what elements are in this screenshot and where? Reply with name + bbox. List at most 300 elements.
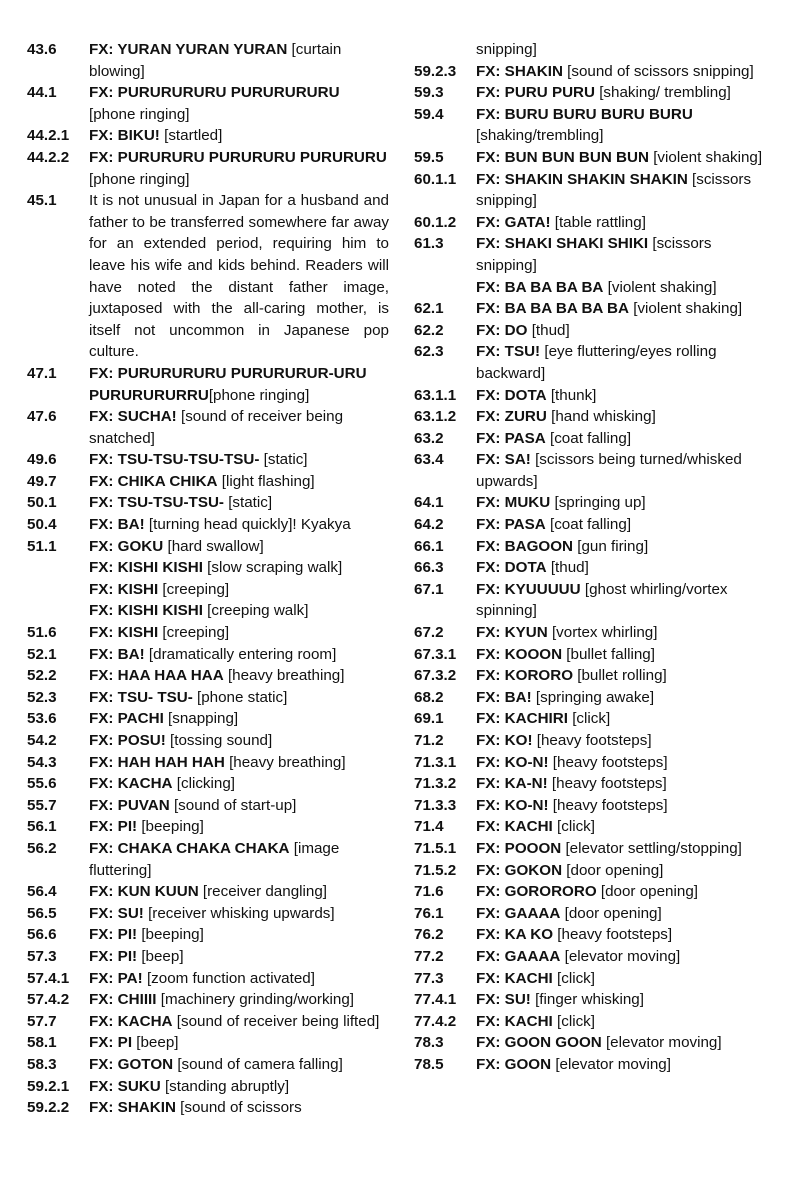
panel-number: 49.6 bbox=[27, 451, 57, 469]
glossary-entry bbox=[27, 471, 389, 493]
glossary-entry bbox=[27, 1011, 389, 1033]
sound-effect: FX: KISHI bbox=[89, 580, 159, 598]
entry-text bbox=[89, 752, 389, 774]
glossary-entry bbox=[27, 903, 389, 925]
sound-effect: FX: PURURURU PURURURU PURURURU bbox=[89, 148, 387, 166]
panel-number: 57.4.1 bbox=[27, 969, 70, 987]
sound-effect: FX: GOON GOON bbox=[476, 1034, 602, 1052]
entry-text bbox=[89, 773, 389, 795]
effect-description: [sound of receiver being lifted] bbox=[172, 1012, 380, 1030]
glossary-entry bbox=[414, 860, 774, 882]
panel-number: 56.2 bbox=[27, 839, 57, 857]
glossary-entry bbox=[414, 514, 774, 536]
panel-number: 64.2 bbox=[414, 516, 444, 534]
panel-number: 51.1 bbox=[27, 537, 57, 555]
effect-description: [startled] bbox=[159, 127, 223, 145]
effect-description: [curtain blowing] bbox=[89, 41, 342, 80]
panel-number: 50.1 bbox=[27, 494, 57, 512]
glossary-entry bbox=[414, 730, 774, 752]
panel-number: 56.1 bbox=[27, 818, 57, 836]
sound-effect: FX: CHAKA CHAKA CHAKA bbox=[89, 839, 290, 857]
effect-description: [violent shaking] bbox=[603, 278, 717, 296]
effect-description: [elevator moving] bbox=[551, 1055, 671, 1073]
effect-description: [elevator settling/stopping] bbox=[561, 839, 742, 857]
glossary-entry bbox=[414, 968, 774, 990]
panel-number: 62.3 bbox=[414, 343, 444, 361]
glossary-entry bbox=[27, 730, 389, 752]
effect-description: [heavy footsteps] bbox=[548, 796, 668, 814]
entry-text bbox=[89, 881, 389, 903]
effect-description: [door opening] bbox=[562, 861, 664, 879]
glossary-entry bbox=[414, 557, 774, 579]
effect-description: [static] bbox=[259, 451, 308, 469]
effect-description: [standing abruptly] bbox=[160, 1077, 290, 1095]
effect-description: snipping] bbox=[476, 41, 537, 58]
panel-number: 56.5 bbox=[27, 904, 57, 922]
entry-text bbox=[476, 1032, 774, 1054]
panel-number: 60.1.1 bbox=[414, 170, 457, 188]
glossary-entry bbox=[27, 989, 389, 1011]
sound-effect: FX: GAAAA bbox=[476, 904, 561, 922]
sound-effect: FX: GOKU bbox=[89, 537, 164, 555]
entry-text bbox=[89, 622, 389, 644]
effect-description: [machinery grinding/working] bbox=[156, 991, 355, 1009]
sound-effect: FX: PUVAN bbox=[89, 796, 170, 814]
effect-description: [heavy footsteps] bbox=[548, 753, 668, 771]
entry-text bbox=[89, 363, 389, 406]
sound-effect: FX: SU! bbox=[89, 904, 144, 922]
effect-description: [coat falling] bbox=[545, 429, 632, 447]
panel-number bbox=[27, 600, 89, 622]
entry-text bbox=[476, 385, 774, 407]
effect-description: [violent shaking] bbox=[648, 148, 763, 166]
entry-text bbox=[476, 946, 774, 968]
glossary-entry bbox=[27, 881, 389, 903]
effect-description: [zoom function activated] bbox=[142, 969, 315, 987]
sound-effect: FX: KYUN bbox=[476, 624, 548, 642]
sound-effect: FX: KACHI bbox=[476, 818, 553, 836]
glossary-entry bbox=[414, 1011, 774, 1033]
sound-effect: FX: GOON bbox=[476, 1055, 552, 1073]
panel-number: 50.4 bbox=[27, 516, 57, 534]
effect-description: [springing up] bbox=[550, 494, 646, 512]
effect-description: [beep] bbox=[137, 947, 184, 965]
panel-number: 66.3 bbox=[414, 559, 444, 577]
sound-effect: FX: PURURURURU PURURURURU bbox=[89, 84, 340, 102]
glossary-entry bbox=[27, 492, 389, 514]
entry-text bbox=[89, 125, 389, 147]
effect-description: [eye fluttering/eyes rolling backward] bbox=[476, 343, 717, 382]
effect-description: [phone static] bbox=[192, 688, 288, 706]
effect-description: [heavy breathing] bbox=[223, 667, 345, 685]
sound-effect: FX: KO-N! bbox=[476, 796, 549, 814]
panel-number: 62.2 bbox=[414, 321, 444, 339]
panel-number: 59.4 bbox=[414, 105, 444, 123]
entry-text bbox=[89, 147, 389, 190]
entry-text bbox=[476, 428, 774, 450]
panel-number: 77.2 bbox=[414, 947, 444, 965]
sound-effect: FX: KORORO bbox=[476, 667, 574, 685]
effect-description: [scissors snipping] bbox=[476, 170, 752, 210]
glossary-entry bbox=[414, 773, 774, 795]
entry-text bbox=[89, 816, 389, 838]
entry-text bbox=[89, 687, 389, 709]
entry-text bbox=[476, 644, 774, 666]
glossary-entry bbox=[27, 190, 389, 363]
entry-text bbox=[89, 39, 389, 82]
sound-effect: FX: BA! bbox=[89, 516, 145, 534]
sound-effect: FX: KYUUUUU bbox=[476, 580, 581, 598]
panel-number: 71.3.1 bbox=[414, 753, 457, 771]
sound-effect: FX: PURU PURU bbox=[476, 84, 595, 102]
sound-effect: FX: POOON bbox=[476, 839, 562, 857]
panel-number: 57.4.2 bbox=[27, 991, 70, 1009]
entry-text bbox=[89, 449, 389, 471]
entry-text bbox=[89, 903, 389, 925]
sound-effect: FX: BA! bbox=[89, 645, 145, 663]
panel-number: 53.6 bbox=[27, 710, 57, 728]
entry-text bbox=[476, 968, 774, 990]
effect-description: [springing awake] bbox=[531, 688, 655, 706]
entry-text bbox=[476, 169, 774, 212]
glossary-entry bbox=[414, 687, 774, 709]
panel-number: 44.2.1 bbox=[27, 127, 70, 145]
panel-number: 44.2.2 bbox=[27, 148, 70, 166]
sound-effect: FX: KACHIRI bbox=[476, 710, 568, 728]
glossary-entry bbox=[27, 816, 389, 838]
sound-effect: FX: SUKU bbox=[89, 1077, 161, 1095]
panel-number: 47.6 bbox=[27, 408, 57, 426]
effect-description: [thud] bbox=[546, 559, 589, 577]
sound-effect: FX: BIKU! bbox=[89, 127, 160, 145]
panel-number: 78.3 bbox=[414, 1034, 444, 1052]
entry-text bbox=[476, 687, 774, 709]
effect-description: [heavy footsteps] bbox=[553, 926, 673, 944]
panel-number: 59.2.2 bbox=[27, 1099, 70, 1117]
glossary-entry bbox=[414, 212, 774, 234]
glossary-entry bbox=[27, 125, 389, 147]
panel-number: 71.2 bbox=[414, 732, 444, 749]
effect-description: [scissors snipping] bbox=[476, 235, 712, 274]
entry-text bbox=[89, 795, 389, 817]
entry-text bbox=[476, 795, 774, 817]
panel-number: 77.3 bbox=[414, 969, 444, 987]
panel-number: 68.2 bbox=[414, 688, 444, 706]
glossary-entry bbox=[414, 1032, 774, 1054]
sound-effect: FX: GOTON bbox=[89, 1055, 174, 1073]
sound-effect: FX: BAGOON bbox=[476, 537, 574, 555]
effect-description: [beeping] bbox=[137, 818, 204, 836]
panel-number: 59.2.1 bbox=[27, 1077, 70, 1095]
effect-description: [creeping walk] bbox=[202, 602, 309, 620]
effect-description: [sound of start-up] bbox=[169, 796, 297, 814]
sound-effect: FX: KISHI bbox=[89, 624, 159, 642]
glossary-entry bbox=[414, 989, 774, 1011]
entry-text bbox=[476, 406, 774, 428]
entry-text bbox=[476, 320, 774, 342]
sound-effect: FX: DOTA bbox=[476, 559, 547, 577]
effect-description: [coat falling] bbox=[545, 516, 632, 534]
glossary-entry bbox=[27, 622, 389, 644]
panel-number bbox=[27, 557, 89, 579]
glossary-entry bbox=[414, 341, 774, 384]
panel-number: 57.7 bbox=[27, 1012, 57, 1030]
entry-text bbox=[89, 557, 389, 579]
entry-text bbox=[476, 514, 774, 536]
glossary-entry bbox=[414, 795, 774, 817]
entry-text bbox=[89, 1097, 389, 1119]
effect-description: [bullet rolling] bbox=[573, 667, 667, 685]
glossary-entry bbox=[27, 687, 389, 709]
effect-description: It is not unusual in Japan for a husband and father to be transferred somewhere far away for an extended period, requiring him to leave his wife and kids behind. Readers will have noted the distant father image, juxtaposed with the all-caring mother, is itself not uncommon in Japanese pop culture. bbox=[89, 192, 389, 361]
glossary-entry bbox=[414, 298, 774, 320]
sound-effect: FX: GORORORO bbox=[476, 883, 597, 901]
effect-description: [ghost whirling/vortex spinning] bbox=[476, 580, 728, 620]
effect-description: [creeping] bbox=[158, 624, 230, 642]
effect-description: [sound of camera falling] bbox=[173, 1055, 343, 1073]
sound-effect: FX: CHIKA CHIKA bbox=[89, 472, 218, 490]
effect-description: [receiver whisking upwards] bbox=[143, 904, 335, 922]
glossary-entry bbox=[414, 320, 774, 342]
glossary-entry bbox=[414, 622, 774, 644]
effect-description: [shaking/trembling] bbox=[476, 127, 604, 145]
glossary-entry bbox=[27, 557, 389, 579]
panel-number: 77.4.2 bbox=[414, 1012, 457, 1030]
sound-effect: FX: SU! bbox=[476, 991, 531, 1009]
glossary-entry bbox=[414, 233, 774, 276]
sound-effect: FX: TSU! bbox=[476, 343, 541, 361]
panel-number: 63.4 bbox=[414, 451, 444, 469]
glossary-entry bbox=[27, 1054, 389, 1076]
entry-text bbox=[476, 860, 774, 882]
sound-effect: FX: DOTA bbox=[476, 386, 547, 404]
glossary-entry bbox=[27, 39, 389, 82]
panel-number bbox=[414, 277, 476, 299]
effect-description: [snapping] bbox=[163, 710, 239, 728]
sound-effect: FX: PI bbox=[89, 1034, 133, 1052]
effect-description: [click] bbox=[552, 1012, 595, 1030]
panel-number: 59.5 bbox=[414, 148, 444, 166]
entry-text bbox=[476, 924, 774, 946]
panel-number: 71.5.2 bbox=[414, 861, 457, 879]
sound-effect: FX: ZURU bbox=[476, 408, 547, 426]
glossary-entry bbox=[27, 644, 389, 666]
sound-effect: FX: TSU-TSU-TSU-TSU- bbox=[89, 451, 260, 469]
sound-effect: FX: TSU-TSU-TSU- bbox=[89, 494, 224, 512]
sound-effect: FX: GATA! bbox=[476, 213, 551, 231]
glossary-entry bbox=[27, 1032, 389, 1054]
effect-description: [vortex whirling] bbox=[547, 624, 658, 642]
sound-effect: FX: KACHI bbox=[476, 969, 553, 987]
panel-number: 44.1 bbox=[27, 84, 57, 102]
sound-effect: FX: KACHI bbox=[476, 1012, 553, 1030]
effect-description: [door opening] bbox=[560, 904, 662, 922]
entry-text bbox=[89, 665, 389, 687]
entry-text bbox=[89, 989, 389, 1011]
effect-description: [hard swallow] bbox=[163, 537, 264, 555]
sound-effect: FX: KOOON bbox=[476, 645, 563, 663]
sound-effect: FX: PI! bbox=[89, 926, 138, 944]
glossary-entry bbox=[414, 816, 774, 838]
effect-description: [clicking] bbox=[172, 775, 235, 793]
panel-number: 78.5 bbox=[414, 1055, 444, 1073]
entry-text bbox=[89, 600, 389, 622]
panel-number: 52.3 bbox=[27, 688, 57, 706]
glossary-entry bbox=[414, 579, 774, 622]
sound-effect: FX: SUCHA! bbox=[89, 408, 177, 426]
glossary-entry bbox=[414, 881, 774, 903]
entry-text bbox=[476, 989, 774, 1011]
effect-description: [sound of scissors snipping] bbox=[562, 62, 754, 80]
sound-effect: FX: PASA bbox=[476, 516, 546, 534]
glossary-entry bbox=[414, 665, 774, 687]
sound-effect: FX: HAA HAA HAA bbox=[89, 667, 224, 685]
panel-number: 69.1 bbox=[414, 710, 444, 728]
entry-text bbox=[89, 924, 389, 946]
glossary-entry bbox=[414, 449, 774, 492]
glossary-entry bbox=[27, 536, 389, 558]
panel-number: 56.4 bbox=[27, 883, 57, 901]
effect-description: [phone ringing] bbox=[89, 170, 190, 188]
panel-number: 63.2 bbox=[414, 429, 444, 447]
effect-description: [dramatically entering room] bbox=[144, 645, 337, 663]
glossary-entry bbox=[414, 406, 774, 428]
glossary-entry bbox=[27, 82, 389, 125]
effect-description: [click] bbox=[567, 710, 611, 728]
entry-text bbox=[476, 1011, 774, 1033]
effect-description: [phone ringing] bbox=[89, 105, 190, 123]
effect-description: [static] bbox=[223, 494, 273, 512]
sound-effect: FX: BA BA BA BA bbox=[476, 278, 604, 296]
sound-effect: FX: KO! bbox=[476, 732, 533, 749]
entry-text bbox=[476, 147, 774, 169]
panel-number: 71.4 bbox=[414, 818, 444, 836]
glossary-entry bbox=[27, 363, 389, 406]
panel-number: 59.2.3 bbox=[414, 62, 457, 80]
glossary-entry bbox=[27, 579, 389, 601]
sound-effect: FX: PI! bbox=[89, 818, 138, 836]
glossary-entry bbox=[414, 752, 774, 774]
entry-text bbox=[476, 1054, 774, 1076]
panel-number: 64.1 bbox=[414, 494, 444, 512]
entry-text bbox=[476, 212, 774, 234]
glossary-entry bbox=[27, 147, 389, 190]
effect-description: [thunk] bbox=[546, 386, 597, 404]
entry-text bbox=[476, 773, 774, 795]
sound-effect: FX: GAAAA bbox=[476, 947, 561, 965]
effect-description: [door opening] bbox=[596, 883, 698, 901]
entry-text bbox=[89, 1011, 389, 1033]
glossary-entry bbox=[27, 838, 389, 881]
sound-effect: FX: BURU BURU BURU BURU bbox=[476, 105, 693, 123]
glossary-entry bbox=[27, 406, 389, 449]
entry-text bbox=[476, 708, 774, 730]
glossary-entry bbox=[414, 82, 774, 104]
entry-text bbox=[476, 82, 774, 104]
effect-description: [hand whisking] bbox=[546, 408, 656, 426]
entry-text bbox=[476, 277, 774, 299]
sound-effect: FX: KA-N! bbox=[476, 775, 548, 793]
sound-effect: FX: HAH HAH HAH bbox=[89, 753, 225, 771]
effect-description: [thud] bbox=[527, 321, 570, 339]
entry-text bbox=[476, 104, 774, 147]
panel-number: 58.3 bbox=[27, 1055, 57, 1073]
panel-number: 52.2 bbox=[27, 667, 57, 685]
entry-text bbox=[476, 579, 774, 622]
entry-text bbox=[89, 1054, 389, 1076]
entry-text bbox=[89, 838, 389, 881]
sound-effect: FX: GOKON bbox=[476, 861, 563, 879]
entry-text bbox=[476, 557, 774, 579]
effect-description: [violent shaking] bbox=[629, 300, 743, 318]
effect-description: [scissors being turned/whisked upwards] bbox=[476, 451, 742, 490]
sound-effect: FX: KA KO bbox=[476, 926, 554, 944]
panel-number: 56.6 bbox=[27, 926, 57, 944]
entry-text bbox=[89, 644, 389, 666]
glossary-entry bbox=[27, 708, 389, 730]
glossary-entry bbox=[414, 1054, 774, 1076]
entry-text bbox=[89, 471, 389, 493]
glossary-entry bbox=[27, 795, 389, 817]
entry-text bbox=[476, 341, 774, 384]
glossary-entry bbox=[27, 514, 389, 536]
effect-description: [table rattling] bbox=[550, 213, 646, 231]
effect-description: [elevator moving] bbox=[560, 947, 681, 965]
effect-description: [creeping] bbox=[158, 580, 230, 598]
sound-effect: FX: BA BA BA BA BA bbox=[476, 300, 629, 318]
panel-number: 71.5.1 bbox=[414, 839, 457, 857]
glossary-entry bbox=[414, 169, 774, 212]
panel-number: 43.6 bbox=[27, 41, 57, 58]
effect-description: [click] bbox=[552, 969, 595, 987]
effect-description: [sound of receiver being snatched] bbox=[89, 408, 344, 447]
effect-description: [shaking/ trembling] bbox=[594, 84, 731, 102]
entry-text bbox=[476, 61, 774, 83]
sound-effect: FX: PI! bbox=[89, 947, 138, 965]
panel-number: 49.7 bbox=[27, 472, 57, 490]
effect-description: [finger whisking] bbox=[530, 991, 644, 1009]
sound-effect: FX: SHAKIN SHAKIN SHAKIN bbox=[476, 170, 688, 188]
sound-effect: FX: MUKU bbox=[476, 494, 551, 512]
sound-effect: FX: PASA bbox=[476, 429, 546, 447]
glossary-entry bbox=[414, 903, 774, 925]
entry-text bbox=[89, 406, 389, 449]
panel-number: 57.3 bbox=[27, 947, 57, 965]
entry-text bbox=[476, 298, 774, 320]
entry-text bbox=[89, 579, 389, 601]
sound-effect: FX: YURAN YURAN YURAN bbox=[89, 41, 288, 58]
panel-number: 55.6 bbox=[27, 775, 57, 793]
effect-description: [image fluttering] bbox=[89, 839, 340, 879]
sound-effect: FX: SHAKI SHAKI SHIKI bbox=[476, 235, 649, 253]
sound-effect: FX: BA! bbox=[476, 688, 532, 706]
effect-description: [beeping] bbox=[137, 926, 204, 944]
entry-text bbox=[476, 492, 774, 514]
sound-effect: FX: KACHA bbox=[89, 1012, 173, 1030]
panel-number: 77.4.1 bbox=[414, 991, 457, 1009]
panel-number: 55.7 bbox=[27, 796, 57, 814]
sound-effect: FX: SHAKIN bbox=[89, 1099, 176, 1117]
entry-text bbox=[476, 536, 774, 558]
sound-effect: FX: KACHA bbox=[89, 775, 173, 793]
panel-number: 60.1.2 bbox=[414, 213, 457, 231]
effect-description: [turning head quickly]! Kyakya bbox=[144, 516, 351, 534]
panel-number: 71.6 bbox=[414, 883, 444, 901]
sound-effect: FX: PURURURURU PURURURUR-URU PURURURURRU bbox=[89, 364, 367, 404]
effect-description: [bullet falling] bbox=[562, 645, 655, 663]
panel-number: 59.3 bbox=[414, 84, 444, 102]
panel-number: 63.1.2 bbox=[414, 408, 457, 426]
